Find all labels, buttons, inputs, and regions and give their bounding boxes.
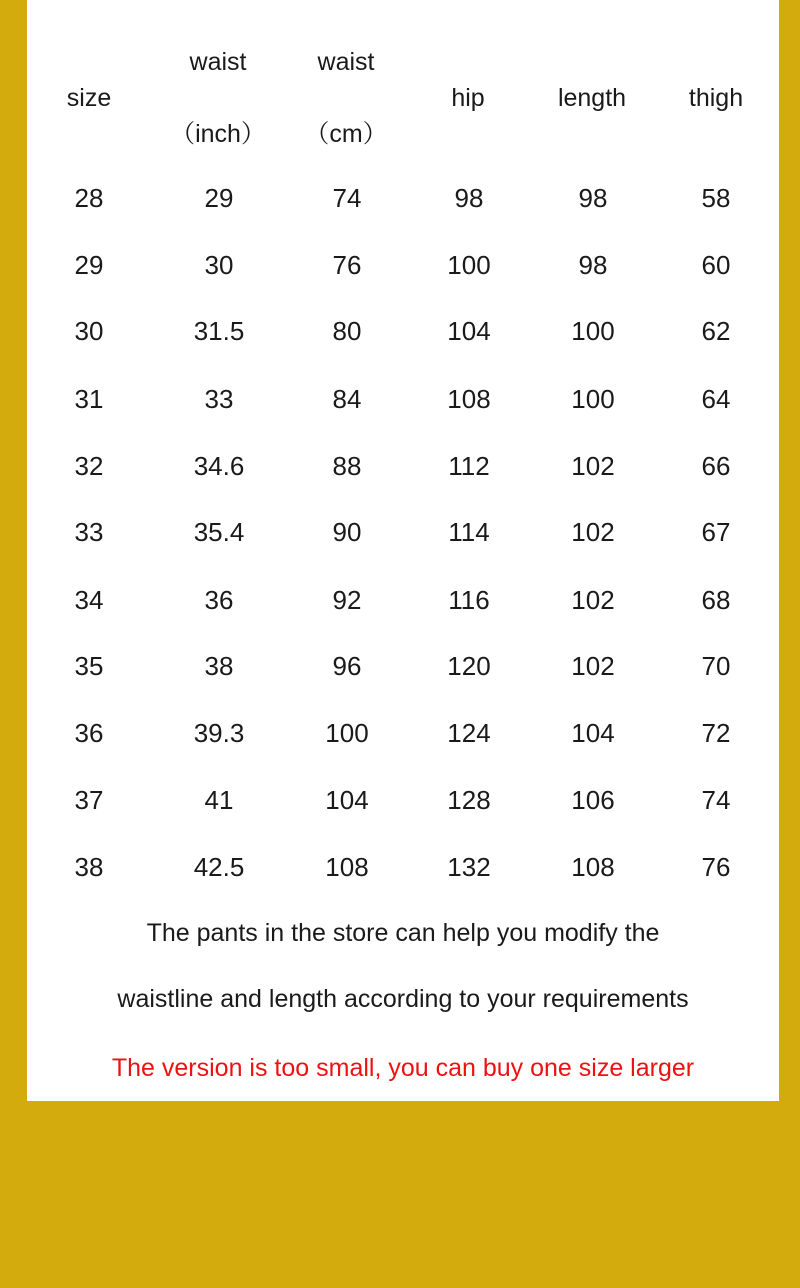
- cell-waist-inch: 34.6: [193, 451, 245, 481]
- table-row: [27, 713, 779, 753]
- table-row: [27, 847, 779, 887]
- cell-thigh: 64: [701, 384, 731, 414]
- cell-waist-cm: 88: [332, 451, 362, 481]
- cell-hip: 128: [447, 785, 491, 815]
- cell-size: 32: [74, 451, 104, 481]
- cell-waist-inch: 38: [204, 651, 234, 681]
- cell-waist-cm: 96: [332, 651, 362, 681]
- cell-waist-cm: 108: [325, 852, 369, 882]
- cell-waist-inch: 31.5: [193, 316, 245, 346]
- cell-thigh: 62: [701, 316, 731, 346]
- cell-size: 29: [74, 250, 104, 280]
- cell-thigh: 74: [701, 785, 731, 815]
- cell-hip: 116: [448, 585, 490, 615]
- cell-waist-inch: 35.4: [193, 517, 245, 547]
- header-length-label: length: [557, 84, 627, 112]
- table-row: [27, 646, 779, 686]
- cell-length: 98: [578, 250, 608, 280]
- table-row: [27, 446, 779, 486]
- cell-length: 102: [571, 517, 615, 547]
- cell-thigh: 58: [701, 183, 731, 213]
- table-row: [27, 245, 779, 285]
- table-row: [27, 780, 779, 820]
- cell-size: 35: [74, 651, 104, 681]
- note-line-1: The pants in the store can help you modify the: [146, 919, 660, 947]
- cell-size: 34: [74, 585, 104, 615]
- cell-length: 100: [571, 384, 615, 414]
- cell-length: 102: [571, 585, 615, 615]
- cell-thigh: 68: [701, 585, 731, 615]
- cell-waist-cm: 74: [332, 183, 362, 213]
- cell-waist-cm: 76: [332, 250, 362, 280]
- cell-waist-inch: 41: [204, 785, 234, 815]
- table-header-row: [27, 0, 779, 165]
- cell-waist-inch: 30: [204, 250, 234, 280]
- cell-waist-inch: 33: [204, 384, 234, 414]
- table-row: [27, 580, 779, 620]
- cell-length: 98: [578, 183, 608, 213]
- size-warning-note: The version is too small, you can buy one size larger: [111, 1054, 695, 1082]
- table-row: [27, 512, 779, 552]
- header-hip-label: hip: [451, 84, 485, 112]
- cell-thigh: 67: [701, 517, 731, 547]
- cell-size: 31: [74, 384, 104, 414]
- cell-waist-cm: 100: [325, 718, 369, 748]
- cell-thigh: 70: [701, 651, 731, 681]
- cell-size: 33: [74, 517, 104, 547]
- cell-thigh: 72: [701, 718, 731, 748]
- cell-waist-cm: 90: [332, 517, 362, 547]
- header-waist-cm-label: waist: [317, 48, 375, 76]
- cell-size: 36: [74, 718, 104, 748]
- header-waist-cm-unit: （cm）: [304, 120, 388, 148]
- table-row: [27, 379, 779, 419]
- cell-thigh: 60: [701, 250, 731, 280]
- note-line-2: waistline and length according to your requirements: [117, 985, 689, 1013]
- header-thigh: [689, 0, 743, 165]
- cell-waist-cm: 92: [332, 585, 362, 615]
- table-row: [27, 178, 779, 218]
- cell-length: 102: [571, 451, 615, 481]
- header-thigh-label: thigh: [688, 84, 744, 112]
- cell-length: 106: [571, 785, 615, 815]
- cell-hip: 120: [447, 651, 491, 681]
- cell-waist-inch: 39.3: [193, 718, 245, 748]
- cell-size: 28: [74, 183, 104, 213]
- cell-length: 104: [571, 718, 615, 748]
- cell-hip: 108: [447, 384, 491, 414]
- cell-waist-cm: 84: [332, 384, 362, 414]
- header-size: [67, 0, 111, 165]
- cell-length: 102: [571, 651, 615, 681]
- cell-waist-cm: 80: [332, 316, 362, 346]
- cell-hip: 132: [447, 852, 491, 882]
- cell-hip: 100: [447, 250, 491, 280]
- cell-hip: 124: [447, 718, 491, 748]
- cell-length: 100: [571, 316, 615, 346]
- header-size-label: size: [66, 84, 112, 112]
- cell-size: 37: [74, 785, 104, 815]
- size-chart-panel: [27, 0, 779, 1101]
- header-waist-inch-unit: （inch）: [170, 120, 266, 148]
- cell-length: 108: [571, 852, 615, 882]
- header-length: [558, 0, 626, 165]
- cell-hip: 112: [448, 451, 490, 481]
- cell-waist-cm: 104: [325, 785, 369, 815]
- cell-waist-inch: 42.5: [193, 852, 245, 882]
- cell-hip: 114: [448, 517, 490, 547]
- cell-thigh: 66: [701, 451, 731, 481]
- cell-size: 38: [74, 852, 104, 882]
- header-hip: [451, 0, 484, 165]
- cell-waist-inch: 36: [204, 585, 234, 615]
- cell-hip: 98: [454, 183, 484, 213]
- header-waist-inch-label: waist: [189, 48, 247, 76]
- table-row: [27, 311, 779, 351]
- cell-waist-inch: 29: [204, 183, 234, 213]
- cell-size: 30: [74, 316, 104, 346]
- header-waist-inch: [158, 0, 278, 165]
- header-waist-cm: [286, 0, 406, 165]
- cell-hip: 104: [447, 316, 491, 346]
- cell-thigh: 76: [701, 852, 731, 882]
